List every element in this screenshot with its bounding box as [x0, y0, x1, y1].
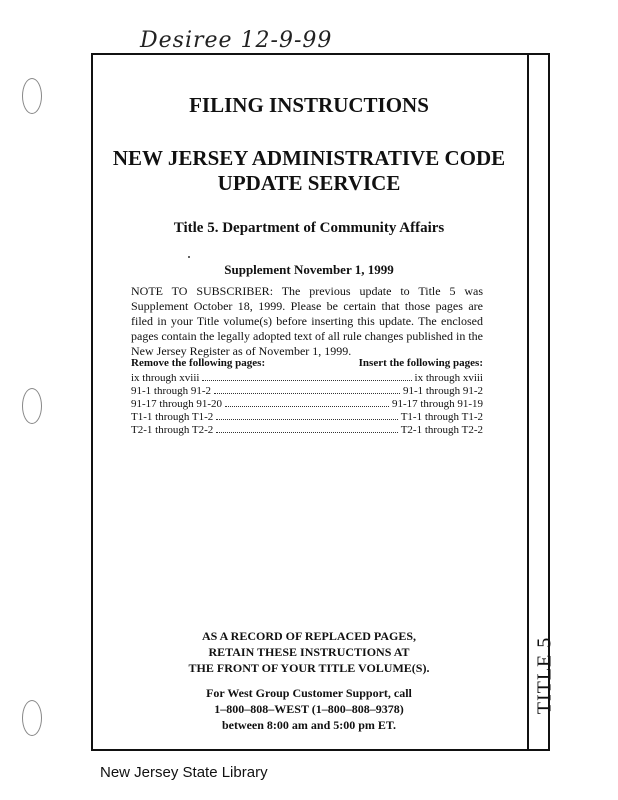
table-row: [131, 385, 483, 398]
support-hours: between 8:00 am and 5:00 pm ET.: [221, 718, 397, 732]
insert-pages: 91-17 through 91-19: [391, 398, 483, 410]
code-heading-line1: NEW JERSEY ADMINISTRATIVE CODE: [112, 146, 506, 170]
stray-mark: [188, 256, 190, 258]
insert-pages: 91-1 through 91-2: [402, 385, 483, 397]
retain-line2: RETAIN THESE INSTRUCTIONS AT: [208, 645, 410, 659]
retain-line1: AS A RECORD OF REPLACED PAGES,: [201, 629, 417, 643]
title-subheading: Title 5. Department of Community Affairs: [173, 220, 445, 236]
page-replacement-table: [131, 357, 483, 437]
punch-hole-top: [22, 78, 42, 114]
library-stamp: New Jersey State Library: [100, 764, 268, 781]
title-tab: [531, 620, 559, 730]
remove-pages: 91-1 through 91-2: [131, 385, 212, 397]
table-header: [131, 357, 483, 369]
support-phone: 1–800–808–WEST (1–800–808–9378): [214, 702, 404, 716]
table-row: [131, 424, 483, 437]
remove-pages: 91-17 through 91-20: [131, 398, 223, 410]
insert-pages: T2-1 through T2-2: [400, 424, 483, 436]
handwritten-note: Desiree 12-9-99: [140, 28, 333, 53]
leader-dots: [202, 372, 411, 381]
punch-hole-middle: [22, 388, 42, 424]
code-heading-line2: UPDATE SERVICE: [217, 171, 401, 195]
retain-notice: [92, 628, 526, 676]
insert-pages: ix through xviii: [414, 372, 483, 384]
remove-pages: ix through xviii: [131, 372, 200, 384]
leader-dots: [216, 411, 397, 420]
table-row: [131, 398, 483, 411]
remove-header: Remove the following pages:: [131, 357, 266, 369]
insert-header: Insert the following pages:: [358, 357, 483, 369]
leader-dots: [214, 385, 400, 394]
leader-dots: [225, 398, 389, 407]
remove-pages: T1-1 through T1-2: [131, 411, 214, 423]
punch-hole-bottom: [22, 700, 42, 736]
customer-support: [92, 685, 526, 733]
table-row: [131, 411, 483, 424]
leader-dots: [216, 424, 397, 433]
code-heading: [92, 146, 526, 196]
supplement-date: Supplement November 1, 1999: [224, 262, 394, 277]
insert-pages: T1-1 through T1-2: [400, 411, 483, 423]
page-title: FILING INSTRUCTIONS: [189, 93, 429, 117]
retain-line3: THE FRONT OF YOUR TITLE VOLUME(S).: [188, 661, 430, 675]
remove-pages: T2-1 through T2-2: [131, 424, 214, 436]
tab-divider: [527, 53, 529, 750]
support-line1: For West Group Customer Support, call: [206, 686, 412, 700]
table-row: [131, 372, 483, 385]
tab-label: TITLE 5: [533, 636, 556, 714]
subscriber-note: NOTE TO SUBSCRIBER: The previous update to Title 5 was Supplement October 18, 1999. Please be certain that those pages are filed in your Title volume(s) before inserting this update. The enclosed pages contain the legally adopted text of all rule changes published in the New Jersey Register as of November 1, 1999.: [131, 284, 483, 358]
